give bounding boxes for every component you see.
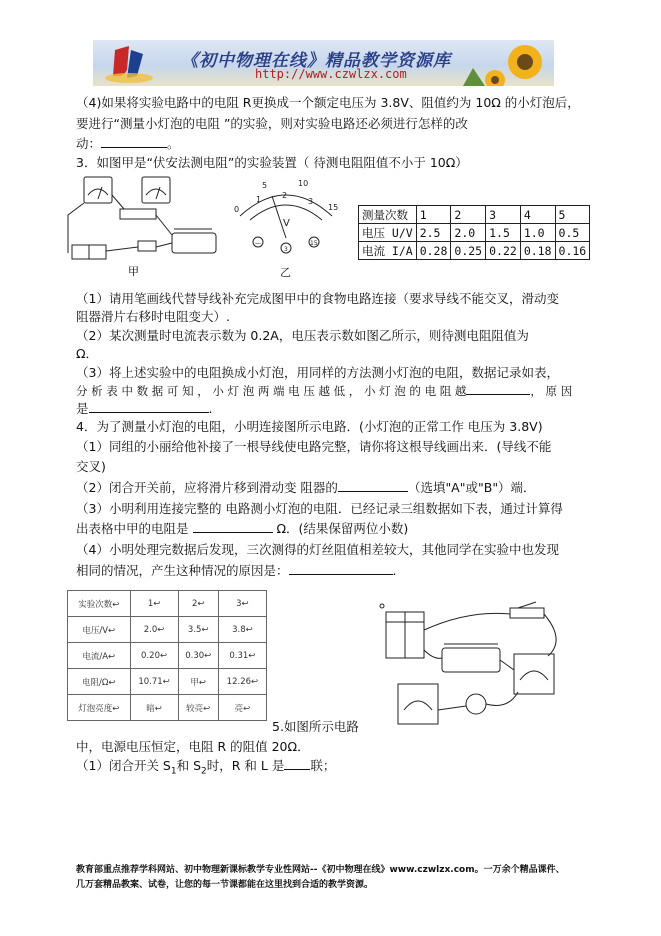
table-row (359, 206, 590, 224)
text-q4-3b (76, 520, 408, 537)
question-5-title: 5.如图所示电路 (272, 719, 359, 734)
table-cell: 0.30↩ (178, 643, 218, 669)
text-p4c-start: 动： (76, 136, 102, 151)
text-q3-3a: （3）将上述实验中的电阻换成小灯泡，用同样的方法测小灯泡的电阻，数据记录如表， (76, 365, 559, 380)
table-cell: 电压/V↩ (68, 617, 131, 643)
table-cell: 灯泡亮度↩ (68, 695, 131, 721)
text-q3-2b: Ω． (76, 346, 99, 361)
text-q5c-1: （1）闭合开关 S (76, 758, 171, 773)
answer-blank (89, 400, 209, 413)
scale-5: 5 (262, 181, 268, 190)
question-4-title: 4．为了测量小灯泡的电阻，小明连接图所示电路．(小灯泡的正常工作 电压为 3.8V) (76, 419, 543, 434)
text-q4-3a: （3）小明利用连接完整的 电路测小灯泡的电阻．已经记录三组数据如下表，通过计算得 (76, 501, 563, 516)
text-q4-4b-end: . (392, 563, 397, 578)
table-row (68, 591, 267, 617)
data-table-1 (358, 205, 590, 260)
footer-line-1: 教育部重点推荐学科网站、初中物理新课标教学专业性网站--《初中物理在线》www.czwlzx.com。一万余个精品课件、 (76, 865, 565, 875)
text-p4a: （4)如果将实验电路中的电阻 R更换成一个额定电压为 3.8V、阻值约为 10Ω 的小灯泡后， (76, 95, 580, 110)
table-cell: 2.5 (416, 224, 451, 242)
figure-yi-label: 乙 (280, 266, 291, 279)
subscript-2: 2 (201, 766, 207, 777)
scale-1: 1 (256, 195, 262, 204)
text-p4c (76, 135, 180, 152)
banner-title: 《初中物理在线》精品教学资源库 (181, 51, 451, 71)
bulb-icon (466, 694, 486, 714)
table-cell: 亮↩ (218, 695, 266, 721)
table-cell: 1 (416, 206, 451, 224)
answer-blank (289, 562, 393, 575)
table-cell: 0.20↩ (130, 643, 178, 669)
table-cell: 甲↩ (178, 669, 218, 695)
text-q4-4b-start: 相同的情况，产生这种情况的原因是： (76, 563, 289, 578)
table-cell: 暗↩ (130, 695, 178, 721)
table-row (68, 617, 267, 643)
circuit-figure-jia (62, 175, 222, 283)
text-q4-3b-start: 出表格中甲的电阻是 (76, 521, 189, 536)
answer-blank (193, 520, 273, 533)
banner-url: http://www.czwlzx.com (255, 67, 407, 81)
header-banner (93, 40, 554, 86)
table-cell: 0.31↩ (218, 643, 266, 669)
text-q5c-4: 联； (310, 758, 336, 773)
table-cell: 2 (451, 206, 486, 224)
table-cell: 2.0↩ (130, 617, 178, 643)
answer-blank (284, 757, 310, 770)
table-cell: 0.22 (486, 242, 521, 260)
table-cell: 0.16 (555, 242, 590, 260)
voltmeter-icon (142, 177, 170, 203)
scale-0: 0 (234, 205, 240, 214)
text-q3-1a: （1）请用笔画线代替导线补充完成图甲中的食物电路连接（要求导线不能交叉，滑动变 (76, 291, 559, 306)
rheostat-icon (172, 233, 216, 253)
text-q4-3b-end: Ω．(结果保留两位小数) (276, 521, 409, 536)
scale-3: 3 (308, 197, 314, 206)
text-q3-3b-end: ， 原 因 (530, 384, 573, 398)
meter-v-label: V (283, 218, 290, 229)
terminal-3-label: 3 (284, 246, 288, 253)
resistor-icon (120, 209, 156, 219)
answer-blank (466, 382, 530, 395)
table-cell: 5 (555, 206, 590, 224)
table-cell: 10.71↩ (130, 669, 178, 695)
table-cell: 电流/A↩ (68, 643, 131, 669)
table-cell: 4 (520, 206, 555, 224)
circuit-figure-q4 (378, 600, 578, 726)
text-q4-2-start: （2）闭合开关前，应将滑片移到滑动变 阻器的 (76, 480, 338, 495)
table-cell: 较亮↩ (178, 695, 218, 721)
subscript-1: 1 (170, 766, 177, 777)
ammeter-icon (514, 654, 554, 694)
answer-blank (338, 479, 408, 492)
table-cell: 3.8↩ (218, 617, 266, 643)
text-q3-3c-end: . (208, 401, 213, 416)
table-row (359, 224, 590, 242)
text-q4-2 (76, 479, 536, 496)
table-cell: 0.25 (451, 242, 486, 260)
table-cell: 3↩ (218, 591, 266, 617)
question-3-title: 3．如图甲是“伏安法测电阻”的实验装置（ 待测电阻阻值不小于 10Ω） (76, 155, 468, 170)
scale-15: 15 (328, 203, 339, 212)
figure-jia-label: 甲 (128, 265, 139, 278)
table-cell: 2↩ (178, 591, 218, 617)
text-q5c-3: 时，R 和 L 是 (206, 758, 285, 773)
sunflower-icon (463, 45, 542, 86)
table-cell: 0.28 (416, 242, 451, 260)
table-cell: 测量次数 (359, 206, 417, 224)
dial-needle (272, 196, 286, 238)
table-row (68, 643, 267, 669)
terminal-15-label: 15 (310, 240, 318, 247)
text-q3-3b (76, 382, 572, 400)
table-cell: 0.5 (555, 224, 590, 242)
data-table-2 (67, 590, 267, 721)
text-p4b: 要进行“测量小灯泡的电阻 ”的实验，则对实验电路还必须进行怎样的改 (76, 116, 468, 131)
text-q4-1b: 交叉) (76, 459, 106, 474)
table-row (68, 669, 267, 695)
table-cell: 3.5↩ (178, 617, 218, 643)
table-cell: 2.0 (451, 224, 486, 242)
terminal-minus-label: — (255, 240, 261, 247)
footer-line-2: 几万套精品教案、试卷，让您的每一节课都能在这里找到合适的教学资源。 (76, 880, 374, 890)
table-cell: 3 (486, 206, 521, 224)
text-q5c-2: 和 S (176, 758, 202, 773)
ammeter-icon (84, 177, 112, 203)
table-cell: 电压 U/V (359, 224, 417, 242)
text-q4-2-end: （选填"A"或"B"）端． (407, 480, 536, 495)
table-row (68, 695, 267, 721)
switch-icon (510, 608, 544, 618)
answer-blank (101, 135, 167, 148)
text-q3-1b: 阻器滑片右移时电阻变大）. (76, 309, 230, 324)
rheostat-icon (442, 648, 500, 672)
text-q3-3b-start: 分 析 表 中 数 据 可 知 ， 小 灯 泡 两 端 电 压 越 低 ， 小 灯 泡 的 电 阻 越 (76, 384, 467, 398)
table-cell: 1.5 (486, 224, 521, 242)
table-cell: 0.18 (520, 242, 555, 260)
table-row (359, 242, 590, 260)
text-p4c-end: 。 (167, 136, 180, 151)
text-q3-3c (76, 400, 213, 417)
text-q5c (76, 757, 335, 781)
text-q3-2a: （2）某次测量时电流表示数为 0.2A，电压表示数如图乙所示，则待测电阻阻值为 (76, 328, 529, 343)
text-q5b: 中，电源电压恒定，电阻 R 的阻值 20Ω． (76, 739, 310, 754)
table-cell: 电流 I/A (359, 242, 417, 260)
voltmeter-icon (398, 684, 438, 724)
table-cell: 1.0 (520, 224, 555, 242)
scale-2: 2 (282, 191, 288, 200)
scale-10: 10 (298, 179, 309, 188)
text-q4-1a: （1）同组的小丽给他补接了一根导线使电路完整，请你将这根导线画出来．(导线不能 (76, 439, 552, 454)
table-cell: 12.26↩ (218, 669, 266, 695)
table-cell: 1↩ (130, 591, 178, 617)
table-cell: 实验次数↩ (68, 591, 131, 617)
text-q4-4b (76, 562, 397, 579)
table-cell: 电阻/Ω↩ (68, 669, 131, 695)
voltmeter-dial-figure-yi (228, 176, 344, 280)
text-q4-4a: （4）小明处理完数据后发现，三次测得的灯丝阻值相差较大，其他同学在实验中也发现 (76, 542, 559, 557)
switch-icon (138, 241, 156, 251)
text-q3-3c-start: 是 (76, 401, 89, 416)
logo-icon (105, 46, 153, 83)
